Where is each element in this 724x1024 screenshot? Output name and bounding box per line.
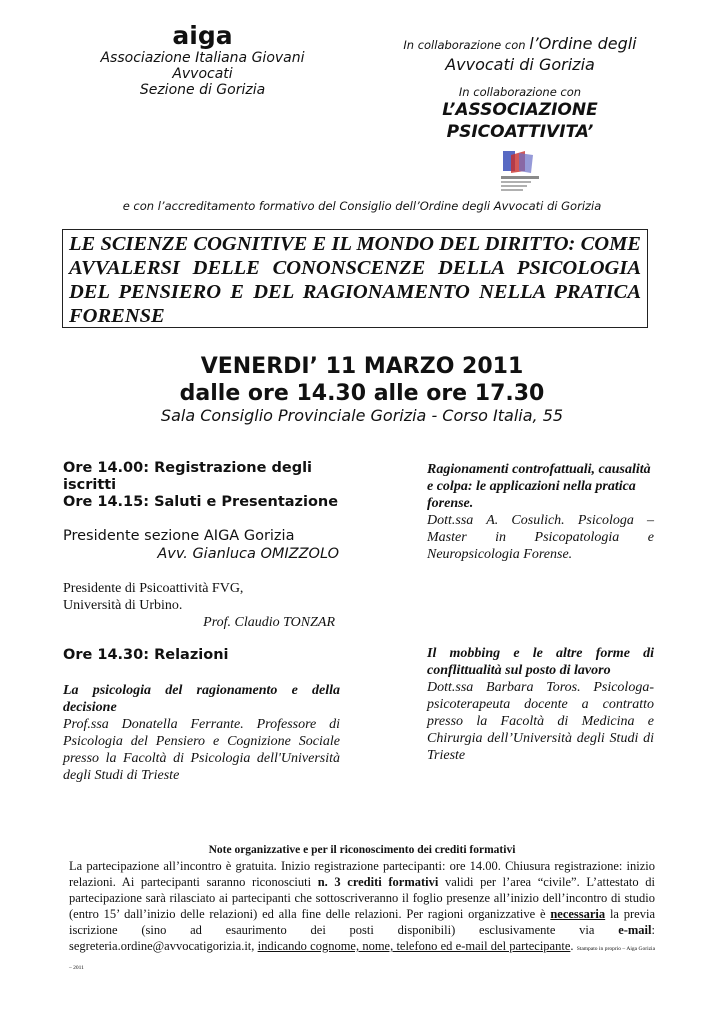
speaker2-name: Prof. Claudio TONZAR (203, 615, 335, 630)
program-registration: Ore 14.00: Registrazione degli iscritti (63, 460, 313, 493)
notes-p4[interactable]: : segreteria.ordine@avvocatigorizia.it, (69, 923, 655, 953)
event-time: dalle ore 14.30 alle ore 17.30 (179, 381, 545, 406)
aiga-name-line1: Associazione Italiana Giovani (100, 50, 305, 66)
assoc-line2: PSICOATTIVITA’ (446, 122, 594, 142)
psicoattivita-logo (497, 147, 543, 193)
speaker2-role-b: Università di Urbino. (63, 598, 183, 613)
talk2-title: Ragionamenti controfattuali, causalità e colpa: le applicazioni nella pratica forense. (427, 462, 651, 511)
speaker1-role: Presidente sezione AIGA Gorizia (63, 528, 295, 544)
talk3-body: Dott.ssa Barbara Toros. Psicologa-psicoterapeuta docente a contratto presso la Facoltà di Medicina e Chirurgia dell’Università degli Studi di Trieste (427, 680, 654, 763)
notes-email-label: e-mail (618, 923, 652, 937)
collab-ordine (380, 34, 660, 55)
collab-ordine-b: Avvocati di Gorizia (445, 55, 595, 74)
speaker1-name: Avv. Gianluca OMIZZOLO (157, 546, 339, 562)
notes-p1: La partecipazione all’incontro è gratuita. Inizio registrazione partecipanti: ore 14.00. Chiusura registrazione: inizio relazioni. Ai partecipanti saranno riconosciuti (69, 859, 655, 889)
speaker2-role-a: Presidente di Psicoattività FVG, (63, 581, 244, 596)
aiga-section: Sezione di Gorizia (139, 82, 266, 98)
notes-p2: validi per l’area “civile”. L’attestato di partecipazione sarà rilasciato ai partecipanti che sottoscriveranno il foglio presenze all’inizio dell’incontro di studio (entro 15’ dall’inizio delle relazioni) ed alla fine delle relazioni. Per ragioni organizzative è (69, 875, 655, 921)
program-greetings: Ore 14.15: Saluti e Presentazione (63, 494, 339, 510)
collab-ordine-a: l’Ordine degli (529, 34, 637, 53)
collab-prefix: In collaborazione con (403, 38, 530, 52)
assoc-line1: L’ASSOCIAZIONE (442, 100, 598, 120)
notes-title: Note organizzative e per il riconoscimento dei crediti formativi (208, 844, 516, 856)
event-date: VENERDI’ 11 MARZO 2011 (200, 354, 524, 379)
notes-body (69, 858, 655, 976)
aiga-name-line2: Avvocati (172, 66, 233, 82)
notes-necessary: necessaria (550, 907, 606, 921)
printed-note: Stampato in proprio – Aiga Gorizia – 2011 (69, 946, 656, 971)
talk3-title: Il mobbing e le altre forme di conflittualità sul posto di lavoro (427, 646, 654, 678)
event-venue: Sala Consiglio Provinciale Gorizia - Corso Italia, 55 (160, 406, 564, 425)
talk1-body: Prof.ssa Donatella Ferrante. Professore di Psicologia del Pensiero e Cognizione Sociale presso la Facoltà di Psicologia dell'Università degli Studi di Trieste (63, 717, 340, 783)
notes-instructions: indicando cognome, nome, telefono ed e-mail del partecipante (257, 939, 571, 953)
talk1-title: La psicologia del ragionamento e della decisione (63, 683, 340, 715)
partners-header (380, 34, 660, 197)
talk2-body: Dott.ssa A. Cosulich. Psicologa – Master in Psicopatologia e Neuropsicologia Forense. (427, 513, 654, 562)
notes-p5: . (570, 939, 574, 953)
notes-p3: la previa iscrizione (sino ad esaurimento dei posti disponibili) esclusivamente via (69, 907, 656, 937)
program-reports: Ore 14.30: Relazioni (63, 647, 229, 663)
notes-credits: n. 3 crediti formativi (317, 875, 439, 889)
event-title-box (62, 229, 648, 328)
aiga-logo-text: aiga (172, 21, 233, 50)
collab-prefix-2: In collaborazione con (458, 85, 582, 99)
event-title: LE SCIENZE COGNITIVE E IL MONDO DEL DIRITTO: COME AVVALERSI DELLE CONONSCENZE DELLA PSICOLOGIA DEL PENSIERO E DEL RAGIONAMENTO NELLA PRATICA FORENSE (69, 233, 641, 327)
accreditation-note: e con l’accreditamento formativo del Consiglio dell’Ordine degli Avvocati di Gorizia (122, 199, 602, 213)
aiga-header (90, 22, 315, 98)
